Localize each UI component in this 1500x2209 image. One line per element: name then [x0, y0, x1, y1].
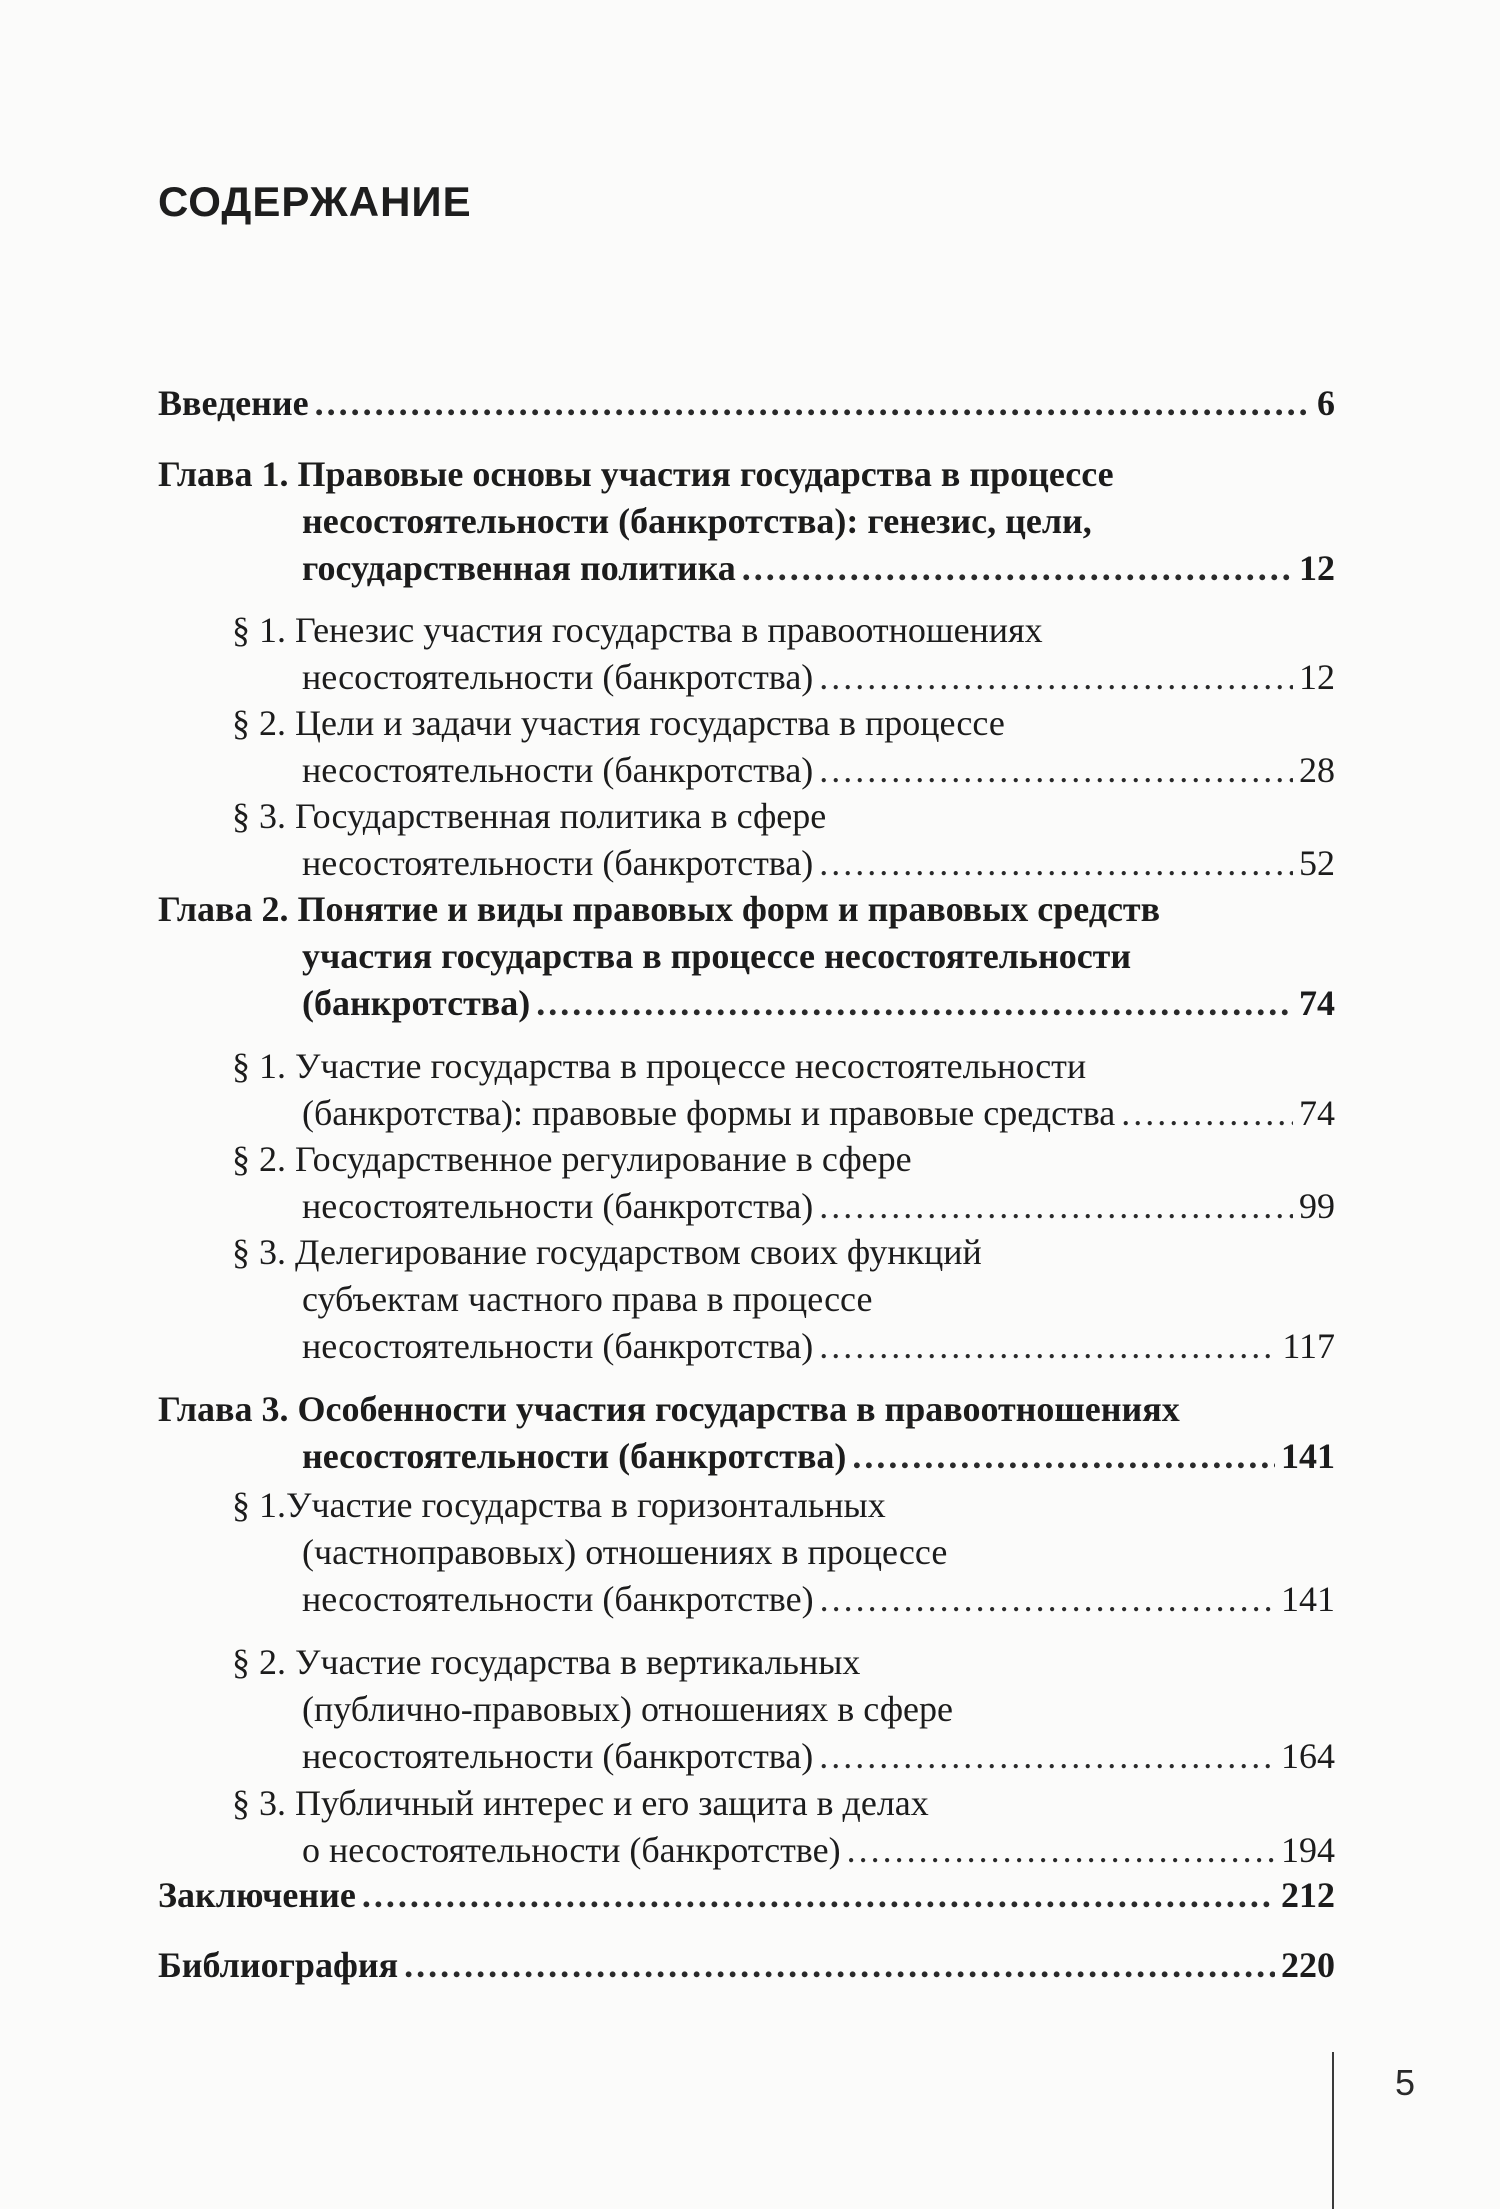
toc-entry-text: § 1. Участие государства в процессе несостоятельности — [232, 1046, 1087, 1086]
toc-line — [232, 1482, 1335, 1528]
toc-line — [302, 1686, 1335, 1732]
toc-line — [302, 1576, 1335, 1622]
dot-leader — [852, 1433, 1275, 1479]
toc-entry-text: несостоятельности (банкротства) — [302, 657, 814, 697]
toc-line — [232, 1639, 1335, 1685]
dot-leader — [362, 1872, 1275, 1918]
toc-entry-text: несостоятельности (банкротства): генезис, цели, — [302, 501, 1092, 541]
toc-line — [302, 498, 1335, 544]
dot-leader — [536, 980, 1293, 1026]
toc-line — [232, 1229, 1335, 1275]
toc-line — [302, 747, 1335, 793]
toc-entry-text: Библиография — [158, 1945, 399, 1985]
toc-entry-text: несостоятельности (банкротства) — [302, 750, 814, 790]
toc-line — [302, 1183, 1335, 1229]
toc-entry-text: § 3. Публичный интерес и его защита в делах — [232, 1783, 929, 1823]
toc-line — [302, 545, 1335, 591]
toc-line — [302, 1276, 1335, 1322]
toc-entry-text: Заключение — [158, 1875, 356, 1915]
toc-entry-text: (банкротства) — [302, 983, 531, 1023]
toc-entry-text: несостоятельности (банкротства) — [302, 1436, 847, 1476]
dot-leader — [819, 1733, 1275, 1779]
toc-line — [302, 1733, 1335, 1779]
toc-entry-text: § 2. Цели и задачи участия государства в процессе — [232, 703, 1005, 743]
toc-entry-text: § 2. Участие государства в вертикальных — [232, 1642, 861, 1682]
toc-page-number: 141 — [1281, 1436, 1335, 1476]
toc-entry-text: участия государства в процессе несостоятельности — [302, 936, 1132, 976]
toc-entry-text: субъектам частного права в процессе — [302, 1279, 873, 1319]
toc-page-number: 74 — [1299, 983, 1335, 1023]
toc-entry-text: § 1. Генезис участия государства в правоотношениях — [232, 610, 1043, 650]
toc-line — [302, 1827, 1335, 1873]
toc-entry-text: несостоятельности (банкротства) — [302, 843, 814, 883]
toc-entry-text: государственная политика — [302, 548, 736, 588]
toc-line — [158, 1942, 1335, 1988]
toc-line — [158, 1872, 1335, 1918]
toc-entry-text: о несостоятельности (банкротстве) — [302, 1830, 841, 1870]
toc-page-number: 99 — [1299, 1186, 1335, 1226]
toc-line — [302, 1529, 1335, 1575]
dot-leader — [847, 1827, 1275, 1873]
toc-entry-text: § 3. Делегирование государством своих функций — [232, 1232, 982, 1272]
toc-entry-text: Глава 3. Особенности участия государства в правоотношениях — [158, 1389, 1180, 1429]
toc-line — [232, 1780, 1335, 1826]
dot-leader — [1121, 1090, 1293, 1136]
toc-entry-text: несостоятельности (банкротстве) — [302, 1579, 814, 1619]
toc-page-number: 6 — [1317, 383, 1335, 423]
toc-line — [232, 1043, 1335, 1089]
dot-leader — [819, 1323, 1276, 1369]
toc-line — [302, 1323, 1335, 1369]
toc-entry-text: несостоятельности (банкротства) — [302, 1326, 814, 1366]
toc-line — [302, 654, 1335, 700]
toc-line — [302, 980, 1335, 1026]
dot-leader — [820, 1576, 1275, 1622]
toc-page-number: 12 — [1299, 548, 1335, 588]
toc-line — [302, 933, 1335, 979]
toc-page-number: 117 — [1282, 1326, 1335, 1366]
dot-leader — [315, 380, 1311, 426]
toc-page-number: 141 — [1281, 1579, 1335, 1619]
toc-page-number: 52 — [1299, 843, 1335, 883]
dot-leader — [742, 545, 1293, 591]
toc-line — [158, 886, 1335, 932]
toc-entry-text: Глава 2. Понятие и виды правовых форм и правовых средств — [158, 889, 1161, 929]
dot-leader — [819, 747, 1293, 793]
toc-entry-text: Введение — [158, 383, 309, 423]
toc-page-number: 12 — [1299, 657, 1335, 697]
toc-line — [158, 380, 1335, 426]
dot-leader — [819, 654, 1293, 700]
toc-page-number: 220 — [1281, 1945, 1335, 1985]
toc-entry-text: (частноправовых) отношениях в процессе — [302, 1532, 948, 1572]
toc-entry-text: несостоятельности (банкротства) — [302, 1186, 814, 1226]
toc-line — [232, 793, 1335, 839]
dot-leader — [404, 1942, 1275, 1988]
toc-line — [302, 840, 1335, 886]
toc-page-number: 194 — [1281, 1830, 1335, 1870]
toc-page-number: 164 — [1281, 1736, 1335, 1776]
page-number: 5 — [1395, 2062, 1416, 2103]
toc-entry-text: § 3. Государственная политика в сфере — [232, 796, 827, 836]
toc-line — [232, 607, 1335, 653]
toc-entry-text: Глава 1. Правовые основы участия государства в процессе — [158, 454, 1114, 494]
folio-rule — [1332, 2052, 1334, 2209]
toc-entry-text: § 1.Участие государства в горизонтальных — [232, 1485, 886, 1525]
toc-page-number: 28 — [1299, 750, 1335, 790]
toc-line — [158, 451, 1335, 497]
toc-page-number: 212 — [1281, 1875, 1335, 1915]
toc-line — [232, 700, 1335, 746]
toc-page-number: 74 — [1299, 1093, 1335, 1133]
dot-leader — [819, 840, 1293, 886]
toc-entry-text: (публично-правовых) отношениях в сфере — [302, 1689, 953, 1729]
toc-heading: СОДЕРЖАНИЕ — [158, 178, 472, 225]
toc-line — [302, 1090, 1335, 1136]
toc-entry-text: § 2. Государственное регулирование в сфере — [232, 1139, 912, 1179]
toc-entry-text: (банкротства): правовые формы и правовые средства — [302, 1093, 1116, 1133]
toc-entry-text: несостоятельности (банкротства) — [302, 1736, 814, 1776]
toc-line — [232, 1136, 1335, 1182]
toc-line — [302, 1433, 1335, 1479]
toc-line — [158, 1386, 1335, 1432]
dot-leader — [819, 1183, 1293, 1229]
